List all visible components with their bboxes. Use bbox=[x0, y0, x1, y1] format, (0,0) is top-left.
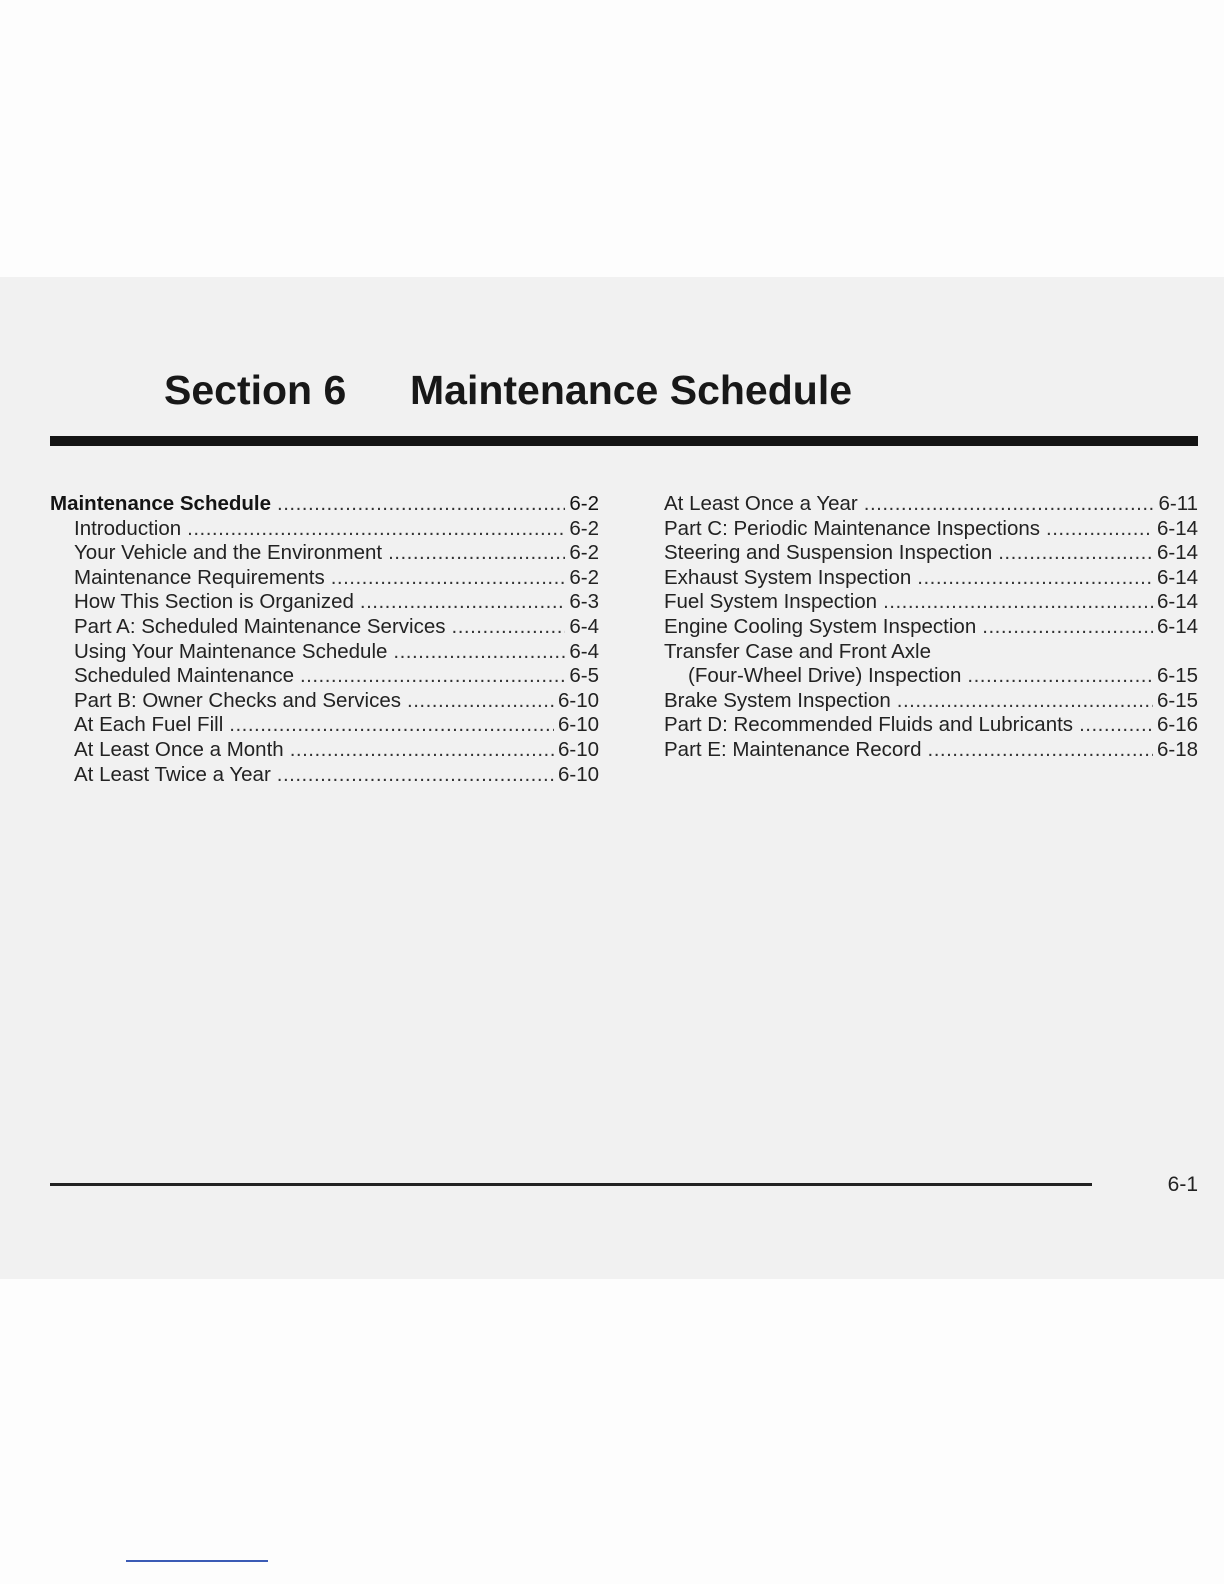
toc-dot-leader bbox=[1079, 713, 1153, 738]
toc-entry-page: 6-14 bbox=[1156, 590, 1198, 614]
toc-entry[interactable] bbox=[664, 517, 1198, 542]
toc-dot-leader bbox=[229, 713, 554, 738]
toc-entry[interactable] bbox=[664, 541, 1198, 566]
toc-right-column bbox=[664, 492, 1198, 763]
toc-dot-leader bbox=[277, 492, 565, 517]
toc-entry-title: Part D: Recommended Fluids and Lubricants bbox=[664, 713, 1074, 737]
toc-entry[interactable] bbox=[50, 713, 599, 738]
toc-entry-page: 6-2 bbox=[569, 492, 599, 515]
toc-entry-title: At Least Twice a Year bbox=[74, 762, 271, 786]
toc-entry[interactable] bbox=[50, 689, 599, 714]
toc-entry-page: 6-10 bbox=[557, 762, 599, 786]
toc-entry-title: Maintenance Schedule bbox=[50, 492, 272, 515]
toc-entry-title: Fuel System Inspection bbox=[664, 590, 878, 614]
toc-entry-title: At Least Once a Month bbox=[74, 737, 284, 761]
toc-dot-leader bbox=[917, 566, 1153, 591]
toc-dot-leader bbox=[360, 590, 565, 615]
toc-entry-title: Steering and Suspension Inspection bbox=[664, 541, 993, 565]
toc-entry-title: Scheduled Maintenance bbox=[74, 664, 294, 688]
toc-entry-title: Exhaust System Inspection bbox=[664, 565, 912, 589]
toc-entry-title: Transfer Case and Front Axle bbox=[664, 639, 932, 663]
toc-entry[interactable] bbox=[50, 566, 599, 591]
toc-dot-leader bbox=[277, 763, 554, 788]
toc-entry-title: Your Vehicle and the Environment bbox=[74, 541, 383, 565]
toc-dot-leader bbox=[290, 738, 554, 763]
toc-entry-title: Introduction bbox=[74, 516, 182, 540]
toc-entry-title: Part A: Scheduled Maintenance Services bbox=[74, 614, 446, 638]
toc-entry-page: 6-2 bbox=[569, 541, 599, 565]
toc-dot-leader bbox=[897, 689, 1153, 714]
toc-dot-leader bbox=[928, 738, 1153, 763]
section-title: Maintenance Schedule bbox=[410, 367, 853, 413]
toc-entry-page: 6-2 bbox=[569, 516, 599, 540]
toc-entry[interactable] bbox=[50, 517, 599, 542]
toc-entry[interactable] bbox=[664, 566, 1198, 591]
toc-dot-leader bbox=[1046, 517, 1153, 542]
toc-entry[interactable] bbox=[50, 615, 599, 640]
toc-entry-title: Brake System Inspection bbox=[664, 688, 891, 712]
toc-dot-leader bbox=[452, 615, 566, 640]
toc-entry-page: 6-16 bbox=[1156, 713, 1198, 737]
toc-dot-leader bbox=[187, 517, 565, 542]
toc-entry-page: 6-5 bbox=[569, 664, 599, 688]
toc-entry-page: 6-15 bbox=[1156, 664, 1198, 688]
section-label: Section 6 bbox=[164, 367, 347, 413]
toc-entry-page: 6-3 bbox=[569, 590, 599, 614]
toc-entry-title: Maintenance Requirements bbox=[74, 565, 325, 589]
toc-left-column bbox=[50, 492, 599, 787]
toc-entry[interactable] bbox=[50, 541, 599, 566]
toc-entry[interactable] bbox=[50, 492, 599, 517]
toc-entry-page: 6-10 bbox=[557, 688, 599, 712]
toc-entry[interactable] bbox=[664, 640, 1198, 665]
link-underline bbox=[126, 1560, 268, 1562]
toc-entry[interactable] bbox=[50, 763, 599, 788]
toc-entry-title: How This Section is Organized bbox=[74, 590, 354, 614]
toc-entry-title: Using Your Maintenance Schedule bbox=[74, 639, 388, 663]
toc-dot-leader bbox=[982, 615, 1153, 640]
toc-entry-page: 6-11 bbox=[1158, 492, 1198, 515]
footer-rule bbox=[50, 1183, 1092, 1186]
page-number: 6-1 bbox=[1167, 1173, 1198, 1196]
toc-entry-page: 6-14 bbox=[1156, 516, 1198, 540]
toc-entry[interactable] bbox=[664, 615, 1198, 640]
toc-entry[interactable] bbox=[664, 492, 1198, 517]
toc-entry-title: At Least Once a Year bbox=[664, 492, 858, 515]
section-heading bbox=[164, 367, 853, 414]
toc-entry[interactable] bbox=[664, 738, 1198, 763]
toc-entry-page: 6-18 bbox=[1156, 737, 1198, 761]
toc-dot-leader bbox=[967, 664, 1153, 689]
toc-entry-title: Part B: Owner Checks and Services bbox=[74, 688, 401, 712]
toc-entry[interactable] bbox=[664, 664, 1198, 689]
toc-entry-page: 6-2 bbox=[569, 565, 599, 589]
toc-entry-title: Part C: Periodic Maintenance Inspections bbox=[664, 516, 1041, 540]
toc-entry-page: 6-4 bbox=[569, 639, 599, 663]
toc-dot-leader bbox=[393, 640, 565, 665]
toc-entry[interactable] bbox=[664, 713, 1198, 738]
toc-entry-page: 6-14 bbox=[1156, 614, 1198, 638]
toc-entry-title: At Each Fuel Fill bbox=[74, 713, 224, 737]
toc-entry-title: Engine Cooling System Inspection bbox=[664, 614, 977, 638]
toc-entry[interactable] bbox=[664, 590, 1198, 615]
toc-dot-leader bbox=[864, 492, 1155, 517]
toc-dot-leader bbox=[331, 566, 566, 591]
toc-entry[interactable] bbox=[50, 664, 599, 689]
toc-entry-title: Part E: Maintenance Record bbox=[664, 737, 922, 761]
toc-entry[interactable] bbox=[664, 689, 1198, 714]
toc-entry[interactable] bbox=[50, 738, 599, 763]
toc-dot-leader bbox=[407, 689, 554, 714]
toc-entry[interactable] bbox=[50, 590, 599, 615]
toc-entry-page: 6-15 bbox=[1156, 688, 1198, 712]
toc-dot-leader bbox=[998, 541, 1153, 566]
toc-entry-page: 6-14 bbox=[1156, 565, 1198, 589]
toc-entry-page: 6-14 bbox=[1156, 541, 1198, 565]
toc-entry[interactable] bbox=[50, 640, 599, 665]
toc-dot-leader bbox=[883, 590, 1153, 615]
toc-entry-page: 6-10 bbox=[557, 737, 599, 761]
toc-entry-page: 6-10 bbox=[557, 713, 599, 737]
heading-rule bbox=[50, 436, 1198, 446]
toc-entry-title: (Four-Wheel Drive) Inspection bbox=[688, 664, 962, 688]
toc-dot-leader bbox=[388, 541, 565, 566]
toc-entry-page: 6-4 bbox=[569, 614, 599, 638]
toc-dot-leader bbox=[300, 664, 565, 689]
